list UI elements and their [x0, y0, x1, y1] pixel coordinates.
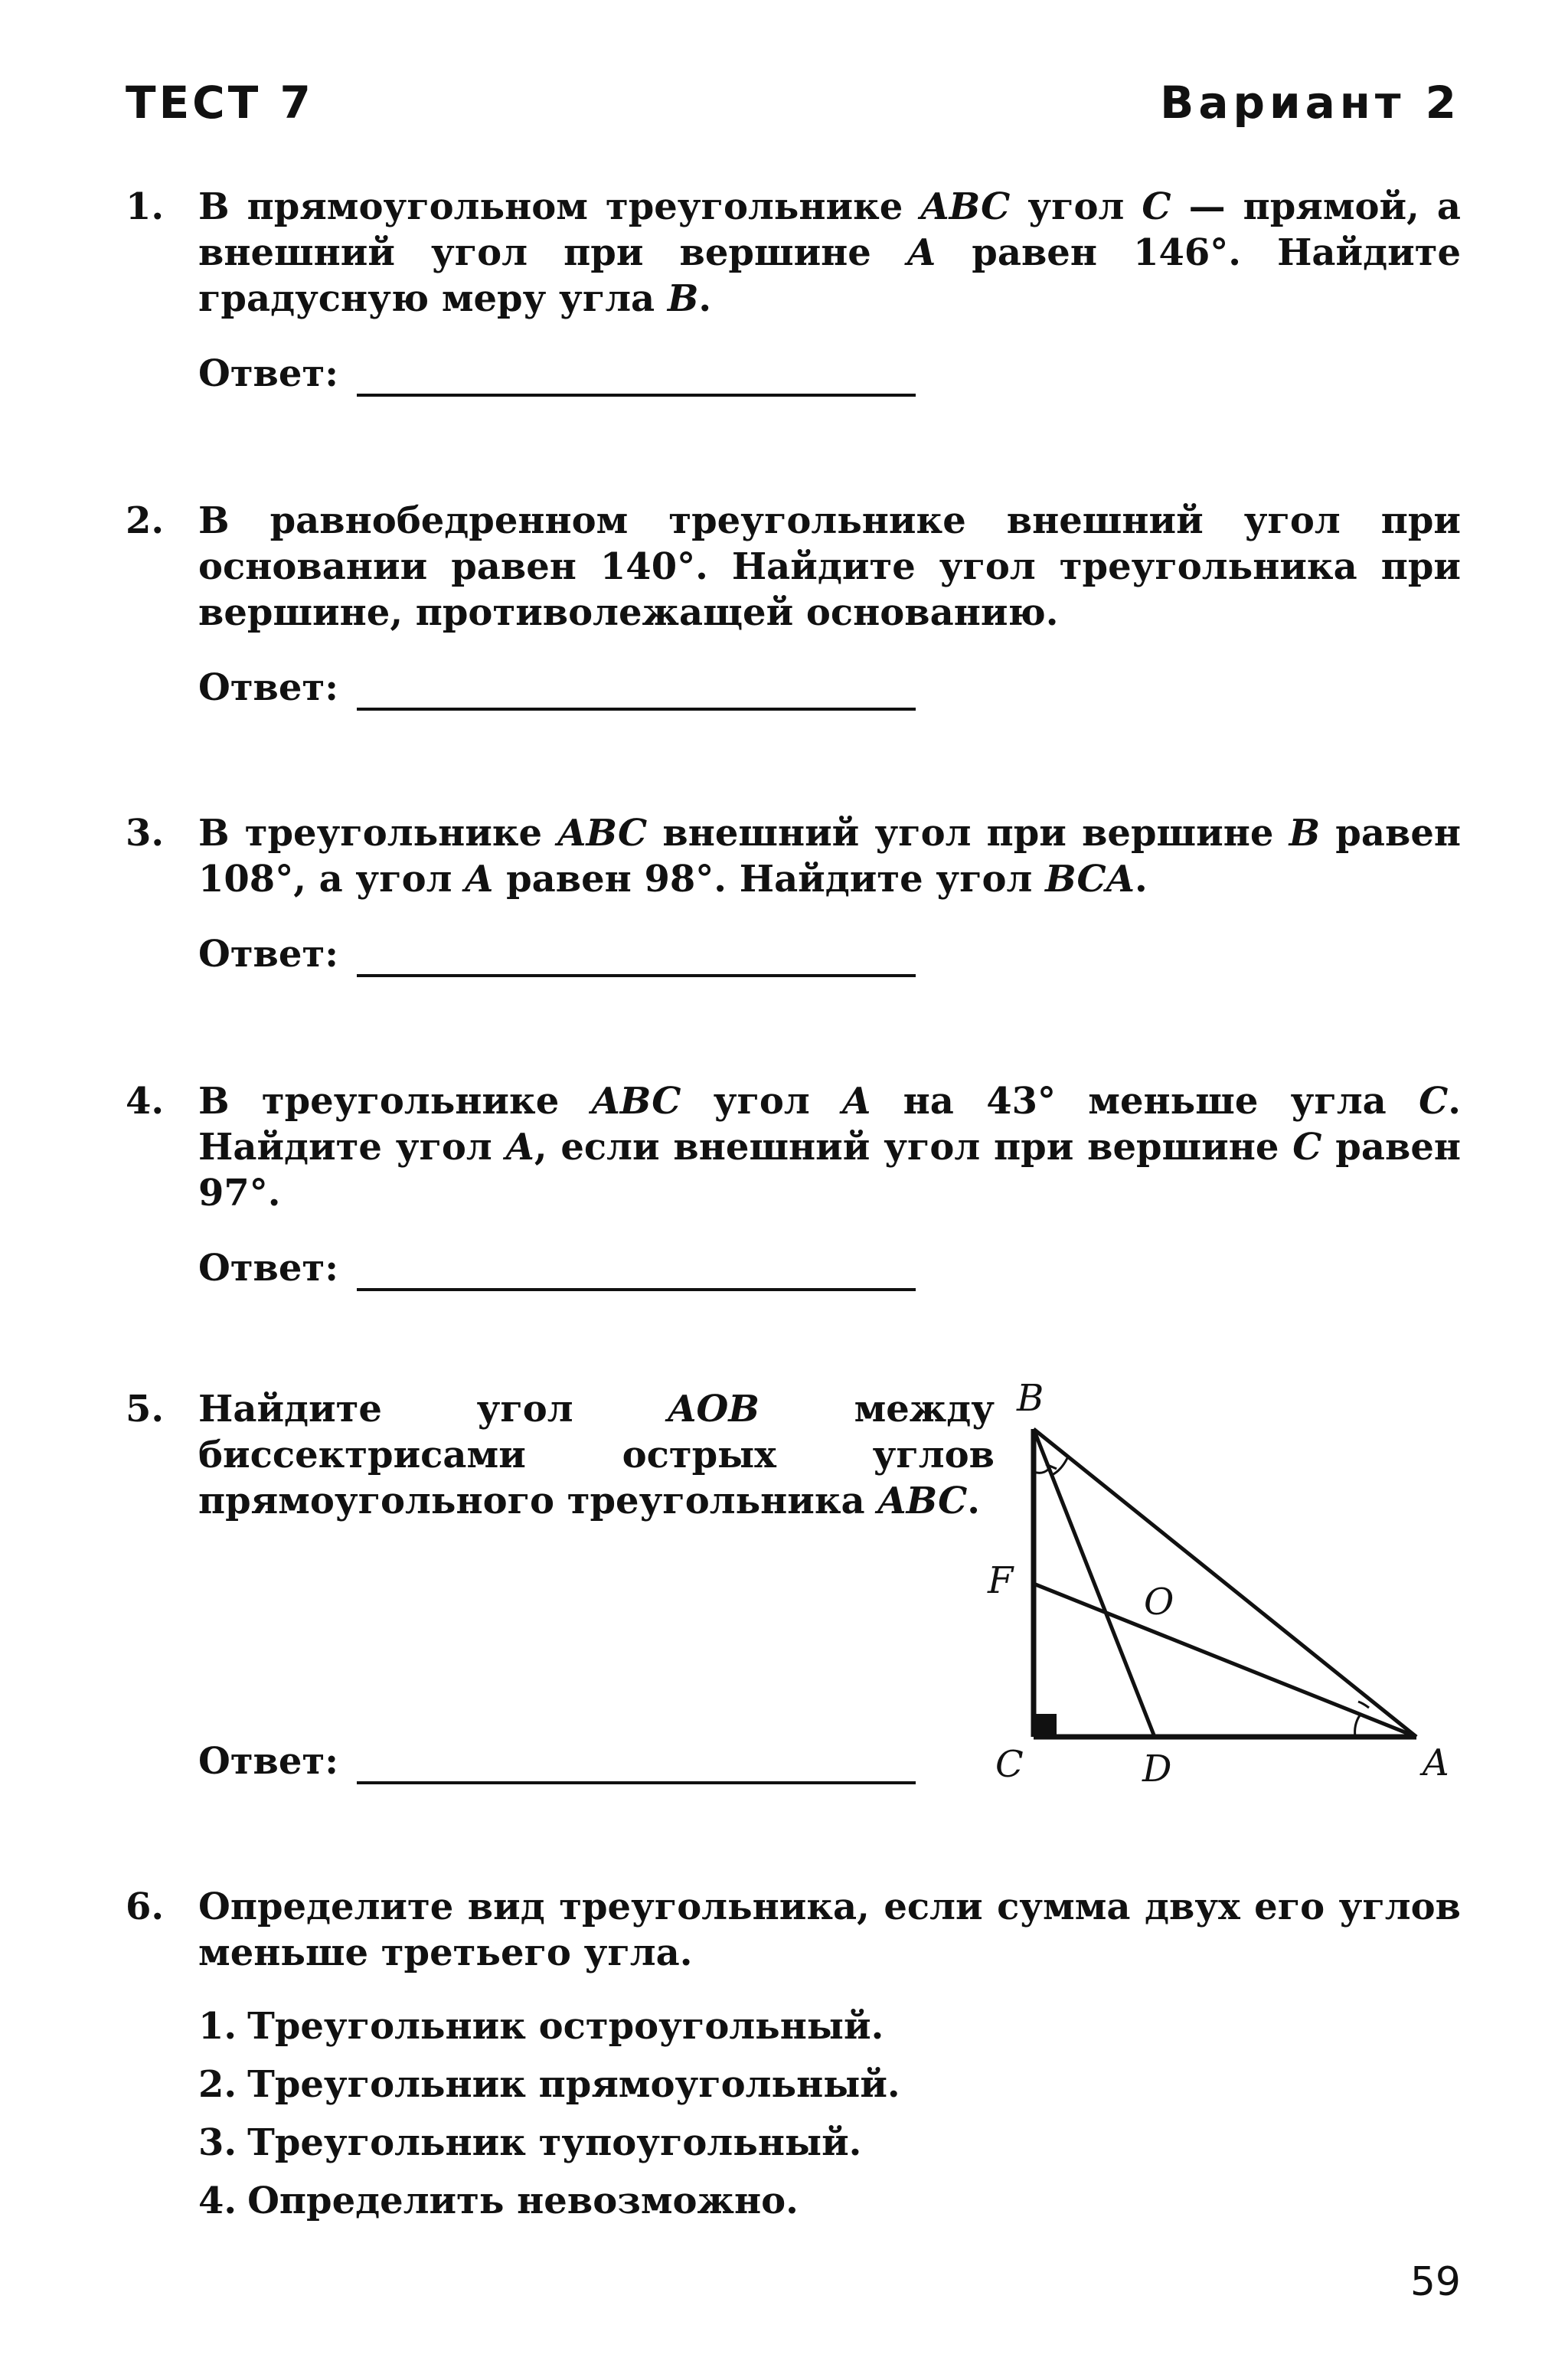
label-a: A — [1423, 1741, 1449, 1784]
bisector-af — [1034, 1584, 1416, 1737]
answer-label: Ответ: — [198, 1247, 338, 1290]
label-f: F — [988, 1559, 1014, 1602]
problem-text: В треугольнике ABC внешний угол при вершине B равен 108°, а угол A равен 98°. Найдите угол BCA. — [198, 812, 1461, 901]
label-b: B — [1017, 1377, 1044, 1420]
label-c: C — [995, 1743, 1024, 1786]
answer-options — [198, 1997, 1461, 2230]
triangle-figure — [972, 1371, 1478, 1800]
option-2[interactable]: 2. Треугольник прямоугольный. — [198, 2063, 900, 2106]
problem-text: В прямоугольном треугольнике ABC угол C — прямой, а внешний угол при вершине A равен 146°. Найдите градусную меру угла B. — [198, 185, 1461, 320]
answer-field[interactable] — [357, 677, 916, 711]
option-4[interactable]: 4. Определить невозможно. — [198, 2179, 799, 2222]
side-ab — [1034, 1429, 1416, 1737]
answer-label: Ответ: — [198, 1740, 338, 1783]
variant-title: Вариант 2 — [1160, 77, 1461, 129]
right-angle-marker — [1035, 1714, 1057, 1735]
answer-row — [198, 931, 916, 977]
problem-text: В равнобедренном треугольнике внешний угол при основании равен 140°. Найдите угол треугольника при вершине, противолежащей основанию. — [198, 499, 1461, 634]
problem-text: В треугольнике ABC угол A на 43° меньше угла C. Найдите угол A, если внешний угол при вершине C равен 97°. — [198, 1080, 1462, 1215]
problem-6 — [126, 1884, 1461, 2230]
answer-field[interactable] — [357, 1751, 916, 1784]
answer-label: Ответ: — [198, 352, 338, 395]
answer-label: Ответ: — [198, 666, 338, 709]
angle-arc-a2 — [1358, 1702, 1369, 1708]
answer-row — [198, 1738, 916, 1784]
problem-1 — [126, 184, 1461, 395]
problem-number: 3. — [126, 812, 165, 855]
problem-text: Определите вид треугольника, если сумма двух его углов меньше третьего угла. — [198, 1885, 1461, 1974]
problem-number: 4. — [126, 1080, 165, 1123]
bisector-bd — [1034, 1429, 1155, 1737]
answer-row — [198, 351, 916, 397]
problem-number: 6. — [126, 1885, 165, 1928]
answer-label: Ответ: — [198, 933, 338, 976]
problem-text: Найдите угол AOB между биссектрисами острых углов прямоугольного треугольника ABC. — [198, 1388, 995, 1522]
answer-field[interactable] — [357, 943, 916, 977]
label-o: O — [1144, 1581, 1174, 1624]
answer-row — [198, 1245, 916, 1291]
problem-number: 1. — [126, 185, 165, 228]
answer-field[interactable] — [357, 363, 916, 397]
page-number: 59 — [1410, 2259, 1461, 2305]
option-3[interactable]: 3. Треугольник тупоугольный. — [198, 2121, 862, 2164]
angle-arc-b2 — [1052, 1458, 1067, 1475]
problem-number: 2. — [126, 499, 165, 542]
problem-4 — [126, 1078, 1462, 1290]
angle-arc-a1 — [1355, 1715, 1360, 1737]
answer-field[interactable] — [357, 1257, 916, 1291]
answer-row — [198, 665, 916, 711]
problem-number: 5. — [126, 1388, 165, 1431]
test-title: ТЕСТ 7 — [126, 77, 314, 129]
problem-2 — [126, 498, 1461, 709]
label-d: D — [1142, 1748, 1172, 1790]
page-header — [126, 77, 1461, 130]
problem-3 — [126, 810, 1461, 976]
option-1[interactable]: 1. Треугольник остроугольный. — [198, 2005, 884, 2048]
